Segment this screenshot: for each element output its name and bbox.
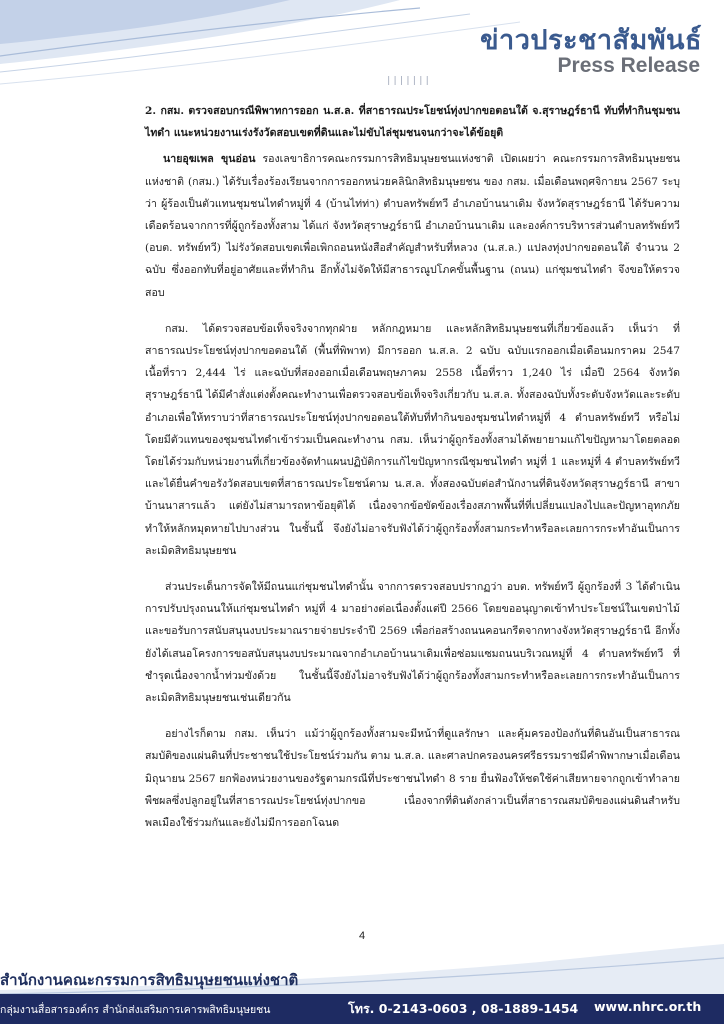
footer-phone: โทร. 0-2143-0603 , 08-1889-1454 (348, 1001, 579, 1016)
paragraph-2: กสม. ได้ตรวจสอบข้อเท็จจริงจากทุกฝ่าย หลักกฎหมาย และหลักสิทธิมนุษยชนที่เกี่ยวข้องแล้ว เห็นว่า ที่สาธารณประโยชน์ทุ่งปากขอตอนใต้ (พื้นที่พิพาท) มีการออก น.ส.ล. 2 ฉบับ ฉบับแรกออกเมื่อเดือนมกราคม 2547 เนื้อที่ราว 2,444 ไร่ และฉบับที่สองออกเมื่อเดือนพฤษภาคม 2558 เนื้อที่ราว 1,240 ไร่ เมื่อปี 2564 จังหวัดสุราษฎร์ธานี ได้มีคำสั่งแต่งตั้งคณะทำงานเพื่อตรวจสอบข้อเท็จจริงเกี่ยวกับ น.ส.ล. ทั้งสองฉบับทั้งระดับจังหวัดและระดับอำเภอเพื่อให้ทราบว่าที่สาธารณประโยชน์ทุ่งปากขอตอนใต้ทับที่ทำกินของชุมชนไทดำหมู่ที่ 4 ตำบลทรัพย์ทวี หรือไม่ โดยมีตัวแทนของชุมชนไทดำเข้าร่วมเป็นคณะทำงาน กสม. เห็นว่าผู้ถูกร้องทั้งสามได้พยายามแก้ไขปัญหามาโดยตลอด โดยได้ร่วมกับหน่วยงานที่เกี่ยวข้องจัดทำแผนปฏิบัติการแก้ไขปัญหากรณีชุมชนไทดำ หมู่ที่ 1 และหมู่ที่ 4 ตำบลทรัพย์ทวี และได้ยื่นคำขอรังวัดสอบเขตที่สาธารณประโยชน์ตาม น.ส.ล. ทั้งสองฉบับต่อสำนักงานที่ดินจังหวัดสุราษฎร์ธานี สาขาบ้านนาสารแล้ว แต่ยังไม่สามารถหาข้อยุติได้ เนื่องจากข้อขัดข้องเรื่องสภาพพื้นที่ที่เปลี่ยนแปลงไปและปัญหาอุทกภัยทำให้หลักหมุดหายไปบางส่วน ในชั้นนี้ จึงยังไม่อาจรับฟังได้ว่าผู้ถูกร้องทั้งสามกระทำหรือละเลยการกระทำอันเป็นการละเมิดสิทธิมนุษยชน (145, 322, 680, 557)
brand-title-thai: ข่าวประชาสัมพันธ์ (480, 25, 702, 56)
footer-organization-name: สำนักงานคณะกรรมการสิทธิมนุษยชนแห่งชาติ (0, 971, 299, 989)
article-body (145, 100, 680, 834)
paragraph-1-text: รองเลขาธิการคณะกรรมการสิทธิมนุษยชนแห่งชาติ เปิดเผยว่า คณะกรรมการสิทธิมนุษยชนแห่งชาติ (กสม.) ได้รับเรื่องร้องเรียนจากการออกหน่วยคลินิกสิทธิมนุษยชน ของ กสม. เมื่อเดือนพฤศจิกายน 2567 ระบุว่า ผู้ร้องเป็นตัวแทนชุมชนไทดำหมู่ที่ 4 (บ้านไท่ท่า) ตำบลทรัพย์ทวี อำเภอบ้านนาเดิม จังหวัดสุราษฎร์ธานี ได้รับความเดือดร้อนจากการที่ผู้ถูกร้องทั้งสาม ได้แก่ จังหวัดสุราษฎร์ธานี อำเภอบ้านนาเดิม และองค์การบริหารส่วนตำบลทรัพย์ทวี (อบต. ทรัพย์ทวี) ไม่รังวัดสอบเขตเพื่อเพิกถอนหนังสือสำคัญสำหรับที่หลวง (น.ส.ล.) แปลงทุ่งปากขอตอนใต้ จำนวน 2 ฉบับ ซึ่งออกทับที่อยู่อาศัยและที่ทำกิน อีกทั้งไม่จัดให้มีสาธารณูปโภคขั้นพื้นฐาน (ถนน) แก่ชุมชนไทดำ จึงขอให้ตรวจสอบ (145, 153, 680, 299)
footer-website-link[interactable]: www.nhrc.or.th (594, 999, 702, 1014)
footer-unit-name: กลุ่มงานสื่อสารองค์กร สำนักส่งเสริมการเคารพสิทธิมนุษยชน (0, 1004, 271, 1016)
brand-title-english: Press Release (557, 54, 700, 77)
paragraph-4: อย่างไรก็ตาม กสม. เห็นว่า แม้ว่าผู้ถูกร้องทั้งสามจะมีหน้าที่ดูแลรักษา และคุ้มครองป้องกันที่ดินอันเป็นสาธารณสมบัติของแผ่นดินที่ประชาชนใช้ประโยชน์ร่วมกัน ตาม น.ส.ล. และศาลปกครองนครศรีธรรมราชมีคำพิพากษาเมื่อเดือนมิถุนายน 2567 ยกฟ้องหน่วยงานของรัฐตามกรณีที่ประชาชนไทดำ 8 ราย ยื่นฟ้องให้ชดใช้ค่าเสียหายจากถูกเข้าทำลายพืชผลซึ่งปลูกอยู่ในที่สาธารณประโยชน์ทุ่งปากขอ เนื่องจากที่ดินดังกล่าวเป็นที่สาธารณสมบัติของแผ่นดินสำหรับพลเมืองใช้ร่วมกันและยังไม่มีการออกโฉนด (145, 728, 680, 830)
lead-person-name: นายอุฆเพล ขุนอ่อน (163, 153, 256, 166)
header-divider-ticks: ||||||| (386, 76, 431, 86)
page-number: 4 (358, 930, 366, 942)
paragraph-1 (145, 148, 680, 303)
paragraph-3: ส่วนประเด็นการจัดให้มีถนนแก่ชุมชนไทดำนั้น จากการตรวจสอบปรากฏว่า อบต. ทรัพย์ทวี ผู้ถูกร้องที่ 3 ได้ดำเนินการปรับปรุงถนนให้แก่ชุมชนไทดำ หมู่ที่ 4 มาอย่างต่อเนื่องตั้งแต่ปี 2566 โดยขออนุญาตเข้าทำประโยชน์ในเขตป่าไม้ และขอรับการสนับสนุนงบประมาณรายจ่ายประจำปี 2569 เพื่อก่อสร้างถนนคอนกรีตจากทางจังหวัดสุราษฎร์ธานี อีกทั้งยังได้เสนอโครงการขอสนับสนุนงบประมาณจากอำเภอบ้านนาเดิมเพื่อซ่อมแซมถนนบริเวณหมู่ที่ 4 ตำบลทรัพย์ทวี ที่ชำรุดเนื่องจากน้ำท่วมขังด้วย ในชั้นนี้จึงยังไม่อาจรับฟังได้ว่าผู้ถูกร้องทั้งสามกระทำหรือละเลยการกระทำอันเป็นการละเมิดสิทธิมนุษยชนเช่นเดียวกัน (145, 581, 680, 705)
article-headline: 2. กสม. ตรวจสอบกรณีพิพาทการออก น.ส.ล. ที่สาธารณประโยชน์ทุ่งปากขอตอนใต้ จ.สุราษฎร์ธานี ทับที่ทำกินชุมชนไทดำ แนะหน่วยงานเร่งรังวัดสอบเขตที่ดินและไม่ขับไล่ชุมชนจนกว่าจะได้ข้อยุติ (145, 105, 680, 140)
